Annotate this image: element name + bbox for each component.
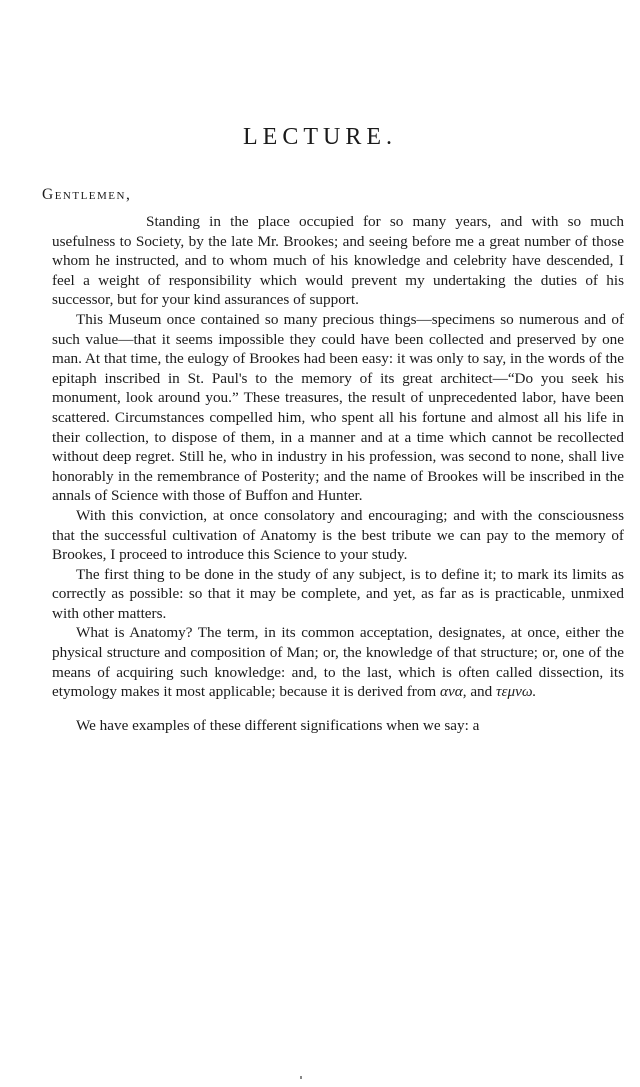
greek-conjunction: , and	[462, 683, 493, 701]
page-mark	[300, 1076, 302, 1079]
paragraph-5	[52, 623, 624, 701]
paragraph-5-text: What is Anatomy? The term, in its common acceptation, designates, at once, either the physical structure and composition of Man; or, the knowledge of that structure; or, one of the means of acquiring such knowledge: and, to the last, which is often called dissection, its etymology makes it most applicable; because it is derived from	[52, 624, 624, 701]
salutation: Gentlemen,	[42, 186, 132, 203]
paragraph-4: The first thing to be done in the study of any subject, is to define it; to mark its limits as correctly as possible: so that it may be complete, and yet, as far as is practicable, unmixed with other matters.	[52, 565, 624, 622]
paragraph-2: This Museum once contained so many precious things—specimens so numerous and of such value—that it seems impossible they could have been collected and preserved by one man. At that time, the eulogy of Brookes had been easy: it was only to say, in the words of the epitaph inscribed in St. Paul's to the memory of its great architect—“Do you seek his monument, look around you.” These treasures, the result of unprecedented labor, have been scattered. Circumstances compelled him, who spent all his fortune and almost all his life in their collection, to dispose of them, in a manner and at a time which cannot be recollected without deep regret. Still he, who in industry in his profession, was second to none, shall live honorably in the remembrance of Posterity; and the name of Brookes will be inscribed in the annals of Science with those of Buffon and Hunter.	[52, 310, 624, 505]
lecture-body	[52, 212, 624, 735]
greek-word-temno: τεμνω.	[496, 683, 537, 701]
paragraph-3: With this conviction, at once consolatory and encouraging; and with the consciousness that the successful cultivation of Anatomy is the best tribute we can pay to the memory of Brookes, I proceed to introduce this Science to your study.	[52, 506, 624, 564]
paragraph-6: We have examples of these different significations when we say: a	[76, 716, 480, 734]
greek-word-ana: ανα	[440, 683, 463, 701]
paragraph-1: Standing in the place occupied for so many years, and with so much usefulness to Society, by the late Mr. Brookes; and seeing before me a great number of those whom he instructed, and to whom much of his knowledge and celebrity have descended, I feel a weight of responsibility which would prevent my undertaking the duties of his successor, but for your kind assurances of support.	[52, 213, 624, 309]
lecture-heading: LECTURE.	[243, 124, 397, 151]
